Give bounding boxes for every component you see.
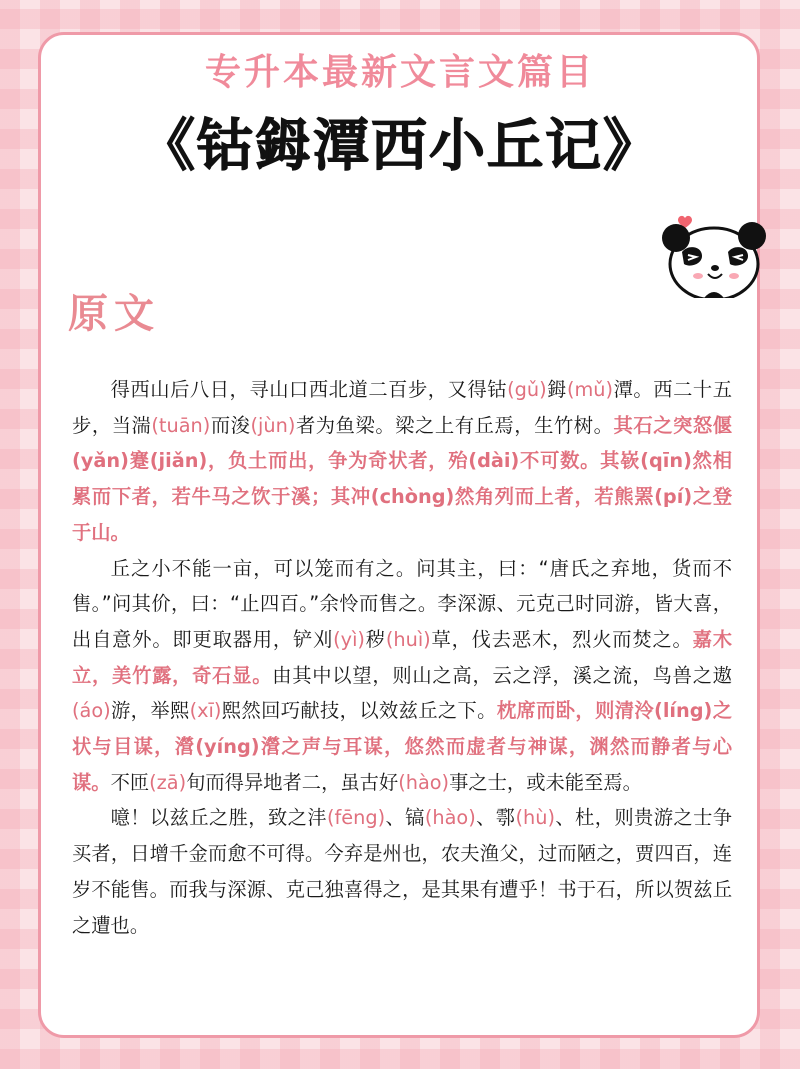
body-text-segment: 旬而得异地者二，虽古好	[186, 770, 399, 794]
highlighted-text: 其石之突怒偃(yǎn)蹇(jiǎn)，负土而出，争为奇状者，殆(dài)不可数。其嵚(qīn)然相累而下者，若牛马之饮于溪；其冲(chòng)然角列而上者，若熊罴(pí)之登于山。	[72, 413, 733, 544]
body-text-segment: 游，举熙	[110, 699, 190, 723]
body-text-segment: 、镐	[385, 806, 425, 830]
pinyin-annotation: (xī)	[189, 699, 222, 723]
panda-icon	[648, 208, 768, 298]
body-text-segment: 丘之小不能一亩，可以笼而有之。问其主，曰：“唐氏之弃地，货而不售。”问其价，曰：“止四百。”余怜而售之。李深源、元克己时同游，皆大喜，出自意外。即更取器用，铲刈	[72, 556, 732, 651]
pinyin-annotation: (hào)	[424, 806, 476, 830]
body-text-segment: 而浚	[210, 413, 251, 437]
pinyin-annotation: (mǔ)	[567, 378, 614, 401]
article-paragraph-2	[72, 551, 732, 801]
pinyin-annotation: (yì)	[333, 627, 365, 651]
pinyin-annotation: (jùn)	[250, 413, 296, 437]
body-text-segment: 得西山后八日，寻山口西北道二百步，又得钴	[110, 378, 508, 401]
highlighted-text: 嘉木立，美竹露，奇石显。	[72, 627, 733, 687]
body-text-segment: 噫！以兹丘之胜，致之沣	[110, 806, 327, 830]
body-text-segment: 鉧	[546, 378, 567, 401]
pinyin-annotation: (fēng)	[326, 806, 386, 830]
article-paragraph-1	[72, 372, 732, 551]
highlighted-text: 枕席而卧，则清泠(líng)之状与目谋，瀯(yíng)瀯之声与耳谋，悠然而虚者与神谋，渊然而静者与心谋。	[72, 699, 733, 794]
body-text-segment: 、鄠	[475, 806, 516, 830]
pinyin-annotation: (hù)	[515, 806, 555, 830]
body-text-segment: 者为鱼梁。梁之上有丘焉，生竹树。	[295, 413, 614, 437]
pinyin-annotation: (áo)	[72, 699, 111, 723]
body-text-segment: 潭。西二十五步，当湍	[72, 378, 733, 437]
section-heading: 原文	[68, 291, 160, 337]
body-text-segment: 秽	[364, 627, 386, 651]
pinyin-annotation: (tuān)	[151, 413, 211, 437]
page-title: 《钴鉧潭西小丘记》	[139, 114, 661, 179]
body-text-segment: 、杜，则贵游之士争买者，日增千金而愈不可得。今弃是州也，农夫渔父，过而陋之，贾四百，连岁不能售。而我与深源、克己独喜得之，是其果有遭乎！书于石，所以贺兹丘之遭也。	[72, 806, 733, 937]
pinyin-annotation: (gǔ)	[507, 378, 547, 401]
body-text-segment: 事之士，或未能至焉。	[449, 770, 642, 794]
page-subtitle: 专升本最新文言文篇目	[204, 52, 595, 93]
body-text-segment: 由其中以望，则山之高，云之浮，溪之流，鸟兽之遨	[272, 663, 733, 687]
pinyin-annotation: (zā)	[149, 770, 187, 794]
body-text-segment: 熙然回巧献技，以效兹丘之下。	[221, 699, 497, 723]
article-body	[72, 372, 732, 943]
pinyin-annotation: (huì)	[385, 627, 431, 651]
body-text-segment: 不匝	[110, 770, 150, 794]
body-text-segment: 草，伐去恶木，烈火而焚之。	[430, 627, 693, 651]
article-paragraph-3	[72, 800, 732, 943]
pinyin-annotation: (hào)	[398, 770, 450, 794]
